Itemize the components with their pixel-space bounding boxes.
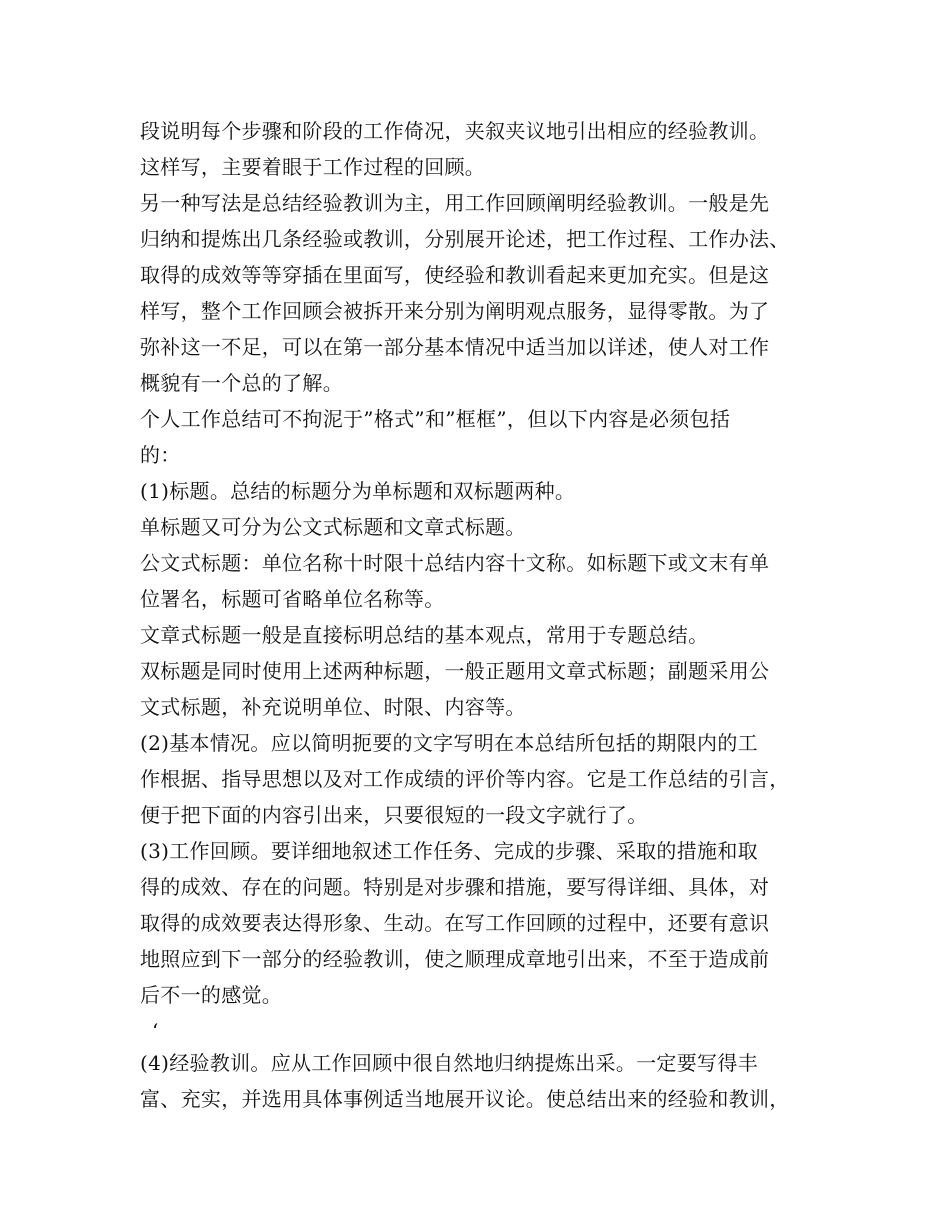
text-line: 公文式标题：单位名称十时限十总结内容十文称。如标题下或文末有单 bbox=[140, 551, 770, 575]
text-line: (4)经验教训。应从工作回顾中很自然地归纳提炼出采。一定要写得丰 bbox=[140, 1051, 758, 1075]
document-body bbox=[140, 113, 830, 1117]
text-line: 取得的成效要表达得形象、生动。在写工作回顾的过程中，还要有意识 bbox=[140, 911, 770, 935]
text-line: 的： bbox=[140, 443, 181, 467]
text-line: 弥补这一不足，可以在第一部分基本情况中适当加以详述，使人对工作 bbox=[140, 335, 770, 359]
text-line: 取得的成效等等穿插在里面写，使经验和教训看起来更加充实。但是这 bbox=[140, 263, 770, 287]
text-line: 个人工作总结可不拘泥于”格式”和”框框”，但以下内容是必须包括 bbox=[140, 407, 731, 431]
text-line: 这样写，主要着眼于工作过程的回顾。 bbox=[140, 155, 486, 179]
text-line: (1)标题。总结的标题分为单标题和双标题两种。 bbox=[140, 479, 576, 503]
text-line: 地照应到下一部分的经验教训，使之顺理成章地引出来，不至于造成前 bbox=[140, 947, 770, 971]
text-line: 归纳和提炼出几条经验或教训，分别展开论述，把工作过程、工作办法、 bbox=[140, 227, 790, 251]
text-line: 样写，整个工作回顾会被拆开来分别为阐明观点服务，显得零散。为了 bbox=[140, 299, 770, 323]
text-line: (2)基本情况。应以简明扼要的文字写明在本总结所包括的期限内的工 bbox=[140, 731, 758, 755]
text-line: 作根据、指导思想以及对工作成绩的评价等内容。它是工作总结的引言， bbox=[140, 767, 790, 791]
text-line: 文式标题，补充说明单位、时限、内容等。 bbox=[140, 695, 526, 719]
text-line: 概貌有一个总的了解。 bbox=[140, 371, 343, 395]
text-line: 富、充实，并选用具体事例适当地展开议论。使总结出来的经验和教训， bbox=[140, 1087, 790, 1111]
text-line: 位署名，标题可省略单位名称等。 bbox=[140, 587, 445, 611]
text-line: 便于把下面的内容引出来，只要很短的一段文字就行了。 bbox=[140, 803, 648, 827]
text-line: 后不一的感觉。 bbox=[140, 983, 283, 1007]
text-line: 单标题又可分为公文式标题和文章式标题。 bbox=[140, 515, 526, 539]
text-line: 文章式标题一般是直接标明总结的基本观点，常用于专题总结。 bbox=[140, 623, 709, 647]
text-line: 段说明每个步骤和阶段的工作倚况，夹叙夹议地引出相应的经验教训。 bbox=[140, 119, 770, 143]
text-line: (3)工作回顾。要详细地叙述工作任务、完成的步骤、采取的措施和取 bbox=[140, 839, 758, 863]
text-line: 双标题是同时使用上述两种标题，一般正题用文章式标题；副题采用公 bbox=[140, 659, 770, 683]
text-line: 得的成效、存在的问题。特别是对步骤和措施，要写得详细、具体，对 bbox=[140, 875, 770, 899]
stray-mark: ‘ bbox=[152, 1019, 159, 1043]
text-line: 另一种写法是总结经验教训为主，用工作回顾阐明经验教训。一般是先 bbox=[140, 191, 770, 215]
